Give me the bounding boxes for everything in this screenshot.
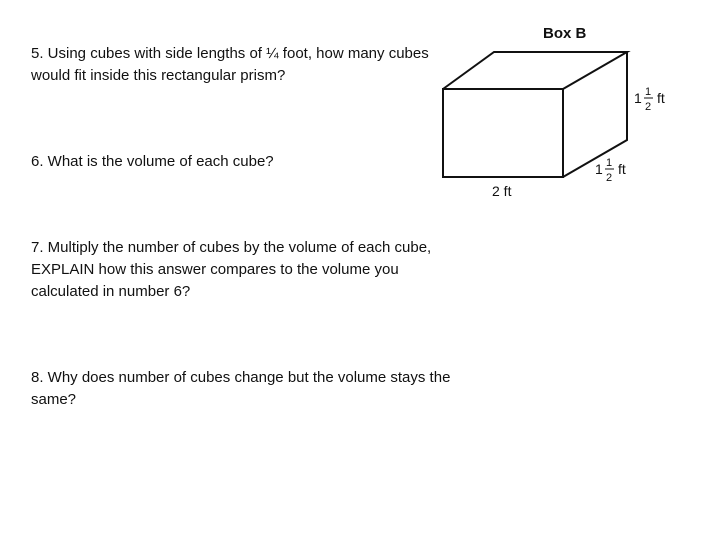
question-5: 5. Using cubes with side lengths of ¼ foot, how many cubes would fit inside this rectangular prism? <box>31 45 429 84</box>
width-label: 2 ft <box>492 183 512 199</box>
svg-text:2: 2 <box>606 172 613 184</box>
svg-text:1: 1 <box>634 90 642 106</box>
figure-title: Box B <box>543 25 587 42</box>
svg-text:ft: ft <box>618 161 626 177</box>
question-7: 7. Multiply the number of cubes by the volume of each cube, EXPLAIN how this answer compares to the volume you calculated in number 6? <box>31 239 432 300</box>
prism-drawing <box>443 52 627 177</box>
question-6: 6. What is the volume of each cube? <box>31 153 274 170</box>
svg-text:1: 1 <box>606 157 613 169</box>
height-label <box>634 86 665 113</box>
prism-front-face <box>443 89 563 177</box>
svg-text:1: 1 <box>645 86 652 98</box>
svg-text:ft: ft <box>657 90 665 106</box>
svg-text:1: 1 <box>595 161 603 177</box>
depth-label <box>595 157 626 184</box>
rectangular-prism-figure <box>436 18 686 208</box>
prism-top-face <box>443 52 627 89</box>
svg-text:2: 2 <box>645 101 652 113</box>
question-8: 8. Why does number of cubes change but the volume stays the same? <box>31 369 451 408</box>
